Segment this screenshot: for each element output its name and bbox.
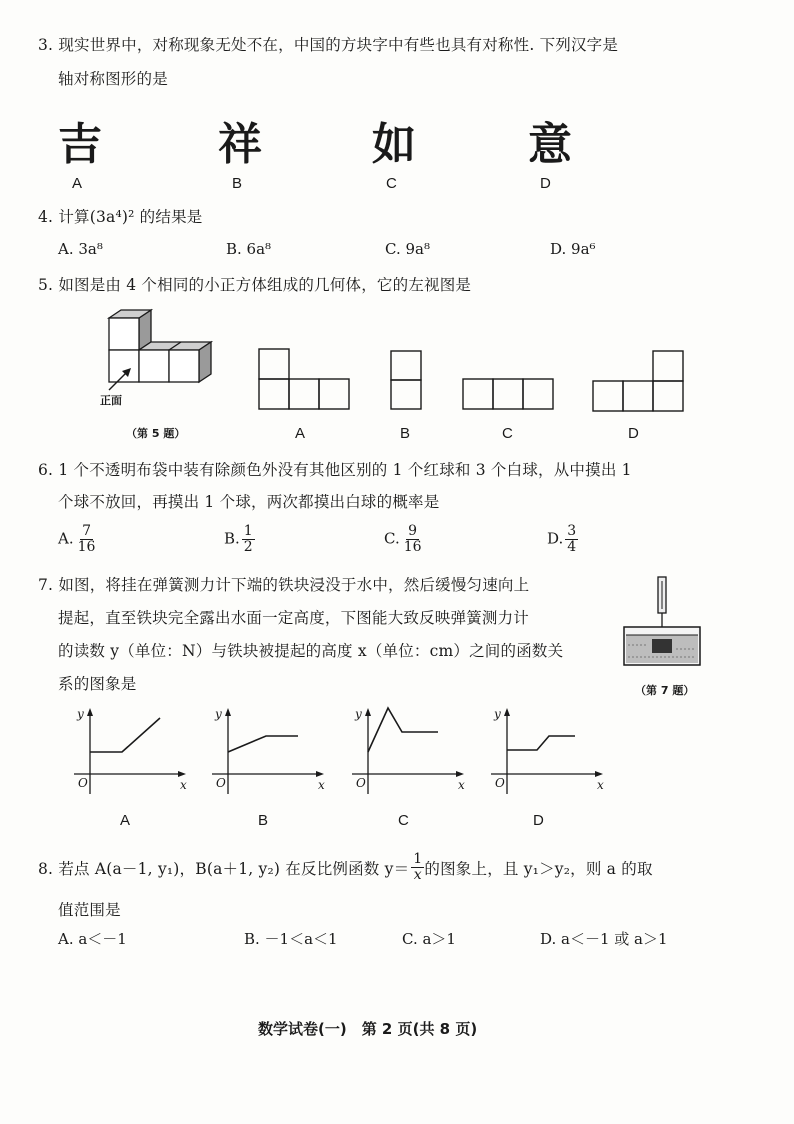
page-footer: 数学试卷(一) 第 2 页(共 8 页) [258,1020,478,1038]
q3-char-a: 吉 [58,119,102,170]
q5-stem: 5. 如图是由 4 个相同的小正方体组成的几何体，它的左视图是 [38,276,472,294]
q6-option-b-num: 1 [243,523,253,539]
q3-label-c: C [386,175,397,192]
q6-option-c-prefix: C. [384,529,400,548]
q3-stem-line2: 轴对称图形的是 [58,70,168,88]
q4-stem: 4. 计算(3a⁴)² 的结果是 [38,208,203,226]
q7-graph-c-origin: O [356,776,366,790]
q8-stem-line1 [38,852,653,883]
q7-stem-line2: 提起，直至铁块完全露出水面一定高度，下图能大致反映弹簧测力计 [58,609,530,627]
q7-graph-c-axis-x: x [458,778,465,792]
q8-stem-line2: 值范围是 [58,901,121,919]
q8-option-c: C. a＞1 [402,930,456,948]
q6-option-b-den: 2 [243,539,253,555]
q7-graph-d-origin: O [495,776,505,790]
q7-graph-c-axis-y: y [355,707,362,721]
q5-label-b: B [400,425,411,442]
q6-option-c-num: 9 [408,523,418,539]
q7-label-a: A [120,812,131,829]
q6-option-a [58,524,97,555]
q3-label-a: A [72,175,83,192]
q6-option-d-num: 3 [567,523,577,539]
q3-stem-line1: 3. 现实世界中，对称现象无处不在，中国的方块字中有些也具有对称性. 下列汉字是 [38,36,619,54]
q7-graph-b-axis-y: y [215,707,222,721]
q4-option-c: C. 9a⁸ [385,240,430,258]
q7-graph-b [208,706,328,796]
q5-label-d: D [628,425,639,442]
q6-option-a-den: 16 [77,539,96,555]
q7-label-b: B [258,812,269,829]
q7-stem-line1: 7. 如图，将挂在弹簧测力计下端的铁块浸没于水中，然后缓慢匀速向上 [38,576,530,594]
q6-option-a-prefix: A. [58,529,74,548]
q6-option-d-prefix: D. [547,529,564,548]
q6-option-c-den: 16 [403,539,422,555]
q4-option-d: D. 9a⁶ [550,240,596,258]
q6-option-b-fraction [242,524,255,555]
q3-label-b: B [232,175,243,192]
q5-label-c: C [502,425,513,442]
q6-option-c-fraction [402,524,424,555]
q8-frac-den: x [413,867,422,883]
q6-option-c [384,524,424,555]
q7-apparatus-figure [622,575,702,667]
q3-label-d: D [540,175,551,192]
q7-graph-d-axis-y: y [494,707,501,721]
q8-option-a: A. a＜－1 [58,930,127,948]
q3-char-c: 如 [372,119,416,170]
q8-stem-part2: 的图象上，且 y₁＞y₂，则 a 的取 [424,859,653,878]
q6-option-d [547,524,578,555]
q5-option-b-figure [390,350,422,410]
q7-graph-a-axis-y: y [77,707,84,721]
q6-option-b-prefix: B. [224,529,240,548]
q8-frac-num: 1 [413,851,423,867]
q6-option-b [224,524,255,555]
q8-option-d: D. a＜－1 或 a＞1 [540,930,668,948]
q5-option-d-figure [592,350,686,412]
q7-graph-d-axis-x: x [597,778,604,792]
q8-fraction [411,852,424,883]
q3-char-d: 意 [528,119,572,170]
q4-option-a: A. 3a⁸ [58,240,103,258]
q6-stem-line1: 6. 1 个不透明布袋中装有除颜色外没有其他区别的 1 个红球和 3 个白球，从中摸出 1 [38,461,632,479]
q5-label-a: A [295,425,306,442]
q7-stem-line3: 的读数 y（单位：N）与铁块被提起的高度 x（单位：cm）之间的函数关 [58,642,564,660]
q7-graph-d [487,706,607,796]
q7-graph-a-axis-x: x [180,778,187,792]
q7-graph-c [348,706,468,796]
q6-option-a-fraction [76,524,98,555]
q6-stem-line2: 个球不放回，再摸出 1 个球，两次都摸出白球的概率是 [58,493,440,511]
q5-option-c-figure [462,378,556,410]
q5-front-label: 正面 [100,394,122,407]
q6-option-d-fraction [565,524,578,555]
q8-option-b: B. －1＜a＜1 [244,930,338,948]
q7-label-d: D [533,812,544,829]
q6-option-d-den: 4 [567,539,577,555]
q7-graph-a [70,706,190,796]
q7-label-c: C [398,812,409,829]
q7-graph-b-origin: O [216,776,226,790]
q6-option-a-num: 7 [82,523,91,539]
q7-graph-b-axis-x: x [318,778,325,792]
q7-caption: （第 7 题） [635,684,695,697]
q4-option-b: B. 6a⁸ [226,240,272,258]
q7-stem-line4: 系的图象是 [58,675,137,693]
q7-graph-a-origin: O [78,776,88,790]
q3-char-b: 祥 [218,119,262,170]
q5-caption: （第 5 题） [126,427,186,440]
q8-stem-part1: 8. 若点 A(a－1, y₁)，B(a＋1, y₂) 在反比例函数 y＝ [38,859,410,878]
q5-option-a-figure [258,348,352,410]
